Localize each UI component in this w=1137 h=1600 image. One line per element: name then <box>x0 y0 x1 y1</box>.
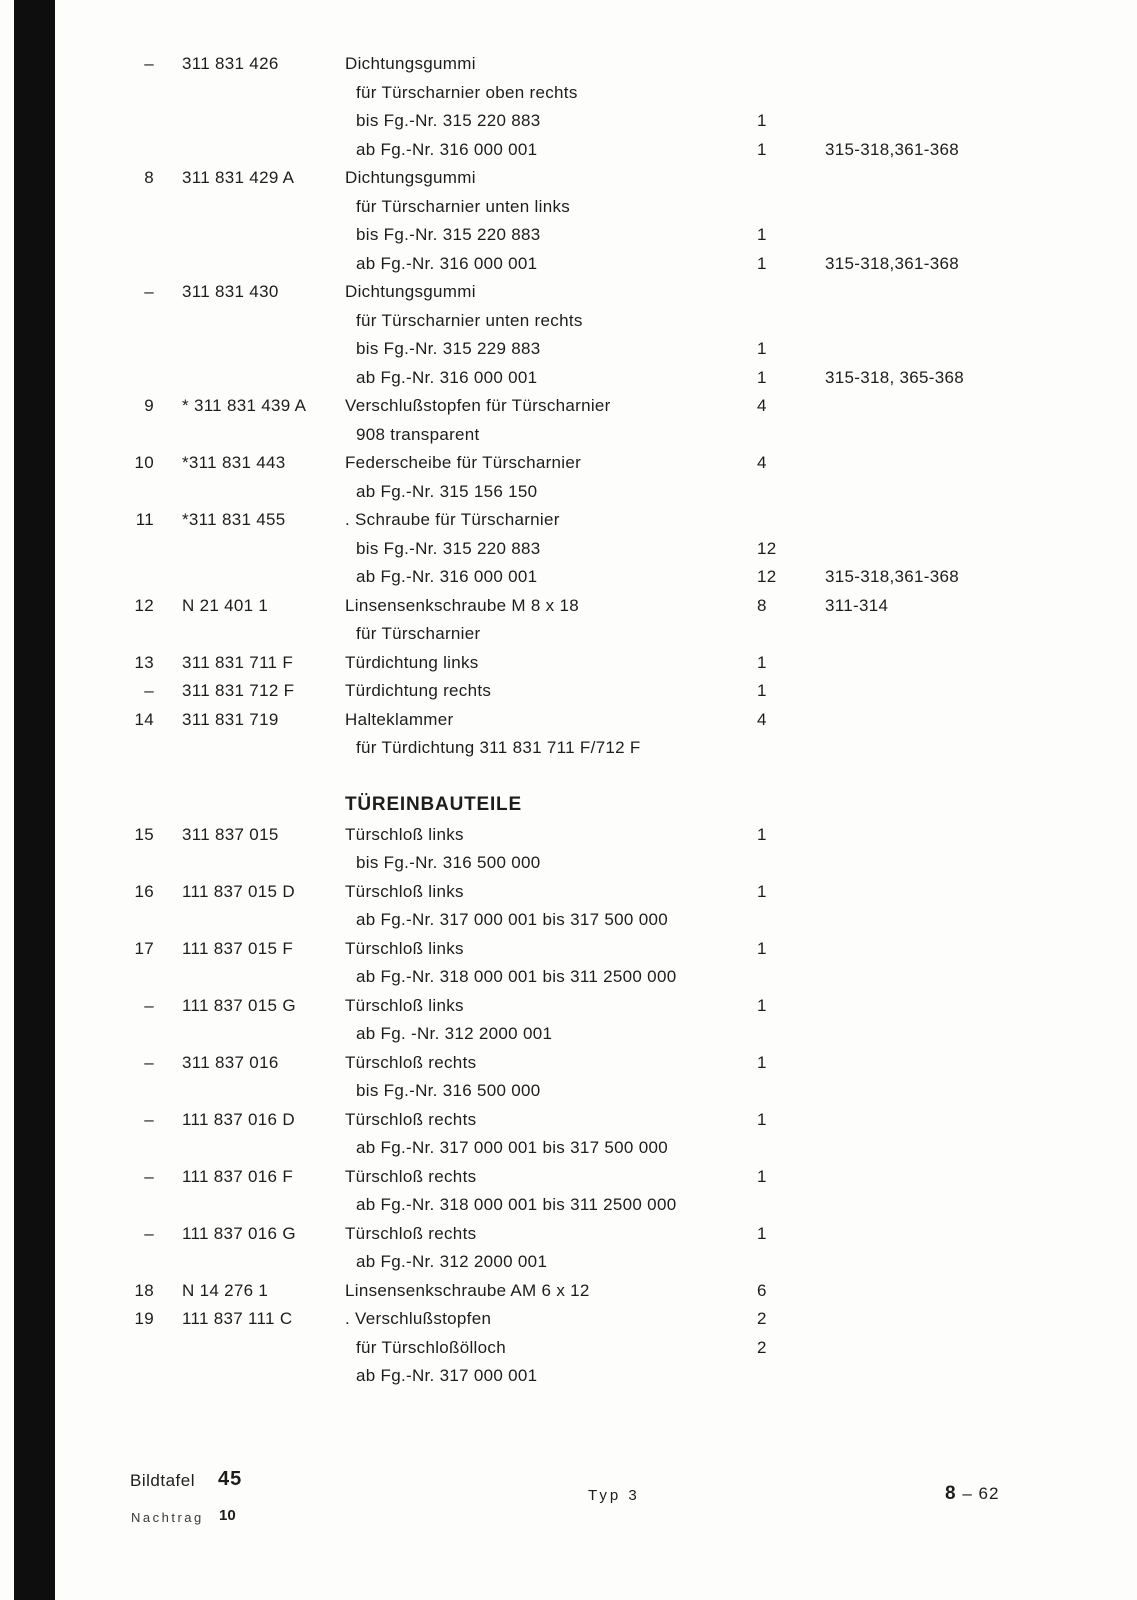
part-number-cell: 311 831 719 <box>182 709 279 729</box>
remark-cell <box>825 335 1097 364</box>
description-cell: Türschloß links <box>345 824 464 844</box>
description-cell: Dichtungsgummi <box>345 54 476 73</box>
table-row <box>118 906 1097 935</box>
table-row <box>118 1020 1097 1049</box>
description-cell: für Türscharnier unten rechts <box>356 310 583 330</box>
description-cell: ab Fg.-Nr. 316 000 001 <box>356 139 538 159</box>
position-cell <box>118 193 154 222</box>
quantity-cell: 2 <box>757 1337 767 1357</box>
table-row <box>118 1191 1097 1220</box>
page-number: 62 <box>978 1484 1000 1503</box>
table-row <box>118 649 1097 678</box>
description-cell: ab Fg.-Nr. 312 2000 001 <box>356 1252 548 1271</box>
quantity-cell <box>757 307 797 336</box>
part-number-cell <box>182 1248 317 1277</box>
description-cell: bis Fg.-Nr. 315 229 883 <box>356 339 541 358</box>
table-row <box>118 734 1097 763</box>
remark-cell <box>825 821 1097 850</box>
quantity-cell: 1 <box>757 1109 767 1129</box>
description-cell: für Türdichtung 311 831 711 F/712 F <box>356 738 641 757</box>
remark-cell <box>825 1077 1097 1106</box>
position-cell <box>118 1334 154 1363</box>
description-cell: bis Fg.-Nr. 315 220 883 <box>356 538 541 558</box>
table-row <box>118 107 1097 136</box>
table-row <box>118 677 1097 706</box>
part-number-cell <box>182 563 317 592</box>
remark-cell <box>825 307 1097 336</box>
description-cell: ab Fg.-Nr. 318 000 001 bis 311 2500 000 <box>356 1195 677 1214</box>
remark-cell <box>825 1362 1097 1391</box>
supplement-number: 10 <box>219 1507 236 1524</box>
position-cell: – <box>144 681 154 700</box>
quantity-cell: 1 <box>757 995 767 1015</box>
part-number-cell <box>182 136 317 165</box>
position-cell <box>118 620 154 649</box>
description-cell: ab Fg.-Nr. 316 000 001 <box>356 367 538 387</box>
description-cell: ab Fg.-Nr. 316 000 001 <box>356 253 538 273</box>
part-number-cell: 311 831 429 A <box>182 168 295 187</box>
table-row <box>118 392 1097 421</box>
table-row <box>118 1277 1097 1306</box>
quantity-cell <box>757 849 797 878</box>
quantity-cell: 4 <box>757 396 767 415</box>
position-cell <box>118 335 154 364</box>
remark-cell <box>825 421 1097 450</box>
description-cell: Türdichtung rechts <box>345 681 492 700</box>
description-cell: ab Fg.-Nr. 315 156 150 <box>356 481 538 501</box>
quantity-cell: 1 <box>757 824 767 844</box>
quantity-cell <box>757 421 797 450</box>
position-cell: 19 <box>134 1309 154 1328</box>
remark-cell <box>825 221 1097 250</box>
position-cell: 18 <box>134 1280 154 1300</box>
table-row <box>118 278 1097 307</box>
table-row <box>118 50 1097 79</box>
table-row <box>118 1334 1097 1363</box>
quantity-cell: 1 <box>757 111 767 130</box>
description-cell: ab Fg.-Nr. 317 000 001 <box>356 1366 538 1385</box>
description-cell: bis Fg.-Nr. 315 220 883 <box>356 111 541 130</box>
description-cell: Dichtungsgummi <box>345 282 476 301</box>
remark-cell <box>825 449 1097 478</box>
position-cell: – <box>144 282 154 301</box>
position-cell <box>118 421 154 450</box>
quantity-cell <box>757 1362 797 1391</box>
remark-cell: 315-318,361-368 <box>825 567 960 586</box>
part-number-cell: 111 837 015 F <box>182 938 294 958</box>
remark-cell <box>825 878 1097 907</box>
description-cell: . Verschlußstopfen <box>345 1309 492 1328</box>
table-row <box>118 421 1097 450</box>
quantity-cell: 1 <box>757 1052 767 1072</box>
row-spacer <box>118 763 1097 792</box>
part-number-cell <box>182 734 317 763</box>
quantity-cell: 1 <box>757 1166 767 1186</box>
part-number-cell: 111 837 015 D <box>182 881 295 901</box>
part-number-cell: N 14 276 1 <box>182 1280 269 1300</box>
quantity-cell: 12 <box>757 567 777 586</box>
table-row <box>118 1362 1097 1391</box>
plate-label: Bildtafel <box>130 1471 195 1490</box>
part-number-cell: N 21 401 1 <box>182 595 269 615</box>
scan-binding-bar <box>14 0 55 1600</box>
quantity-cell <box>757 906 797 935</box>
position-cell <box>118 734 154 763</box>
part-number-cell <box>182 250 317 279</box>
description-cell: für Türschloßölloch <box>356 1337 506 1357</box>
section-heading: TÜREINBAUTEILE <box>345 794 522 815</box>
quantity-cell: 4 <box>757 453 767 472</box>
remark-cell <box>825 677 1097 706</box>
part-number-cell <box>182 1020 317 1049</box>
position-cell: – <box>144 1109 154 1129</box>
description-cell: Türschloß rechts <box>345 1109 477 1129</box>
table-row <box>118 1049 1097 1078</box>
part-number-cell <box>182 221 317 250</box>
quantity-cell <box>757 278 797 307</box>
page-group: 8 <box>945 1483 957 1504</box>
table-row <box>118 992 1097 1021</box>
position-cell: 15 <box>134 824 154 844</box>
table-row <box>118 963 1097 992</box>
position-cell: 17 <box>134 938 154 958</box>
quantity-cell <box>757 506 797 535</box>
remark-cell <box>825 193 1097 222</box>
quantity-cell <box>757 50 797 79</box>
quantity-cell <box>757 79 797 108</box>
remark-cell <box>825 1220 1097 1249</box>
position-cell <box>118 1134 154 1163</box>
description-cell: bis Fg.-Nr. 315 220 883 <box>356 225 541 244</box>
position-cell: 14 <box>134 709 154 729</box>
type-label: Typ 3 <box>588 1487 640 1504</box>
remark-cell <box>825 620 1097 649</box>
part-number-cell: *311 831 443 <box>182 453 286 472</box>
position-cell <box>118 849 154 878</box>
remark-cell <box>825 79 1097 108</box>
position-cell <box>118 79 154 108</box>
part-number-cell: 311 837 016 <box>182 1052 279 1072</box>
part-number-cell <box>182 364 317 393</box>
quantity-cell: 12 <box>757 538 777 558</box>
position-cell <box>118 221 154 250</box>
remark-cell <box>825 1134 1097 1163</box>
part-number-cell: 111 837 111 C <box>182 1309 293 1328</box>
description-cell: Halteklammer <box>345 709 454 729</box>
description-cell: ab Fg.-Nr. 316 000 001 <box>356 567 538 586</box>
remark-cell <box>825 649 1097 678</box>
description-cell: für Türscharnier unten links <box>356 196 571 216</box>
part-number-cell <box>182 535 317 564</box>
description-cell: Türschloß rechts <box>345 1166 477 1186</box>
position-cell <box>118 563 154 592</box>
remark-cell <box>825 1020 1097 1049</box>
quantity-cell <box>757 1134 797 1163</box>
quantity-cell: 1 <box>757 367 767 387</box>
table-row <box>118 193 1097 222</box>
position-cell <box>118 1020 154 1049</box>
table-row <box>118 136 1097 165</box>
remark-cell <box>825 107 1097 136</box>
part-number-cell <box>182 193 317 222</box>
quantity-cell: 1 <box>757 253 767 273</box>
description-cell: bis Fg.-Nr. 316 500 000 <box>356 853 541 872</box>
position-cell: – <box>144 1052 154 1072</box>
position-cell <box>118 1362 154 1391</box>
description-cell: Türschloß rechts <box>345 1223 477 1243</box>
position-cell <box>118 1191 154 1220</box>
table-row <box>118 620 1097 649</box>
part-number-cell <box>182 1191 317 1220</box>
remark-cell <box>825 706 1097 735</box>
part-number-cell <box>182 79 317 108</box>
part-number-cell <box>182 1134 317 1163</box>
supplement-label: Nachtrag <box>131 1510 204 1525</box>
description-cell: ab Fg.-Nr. 317 000 001 bis 317 500 000 <box>356 910 668 929</box>
table-row <box>118 535 1097 564</box>
part-number-cell <box>182 906 317 935</box>
description-cell: Linsensenkschraube M 8 x 18 <box>345 595 579 615</box>
table-row <box>118 878 1097 907</box>
position-cell <box>118 307 154 336</box>
remark-cell: 315-318, 365-368 <box>825 367 965 387</box>
part-number-cell: * 311 831 439 A <box>182 396 307 415</box>
part-number-cell <box>182 1362 317 1391</box>
description-cell: 908 transparent <box>356 424 480 444</box>
remark-cell <box>825 1191 1097 1220</box>
quantity-cell <box>757 193 797 222</box>
remark-cell <box>825 1334 1097 1363</box>
table-row <box>118 563 1097 592</box>
remark-cell <box>825 963 1097 992</box>
description-cell: Türschloß links <box>345 995 464 1015</box>
table-row <box>118 164 1097 193</box>
position-cell <box>118 906 154 935</box>
description-cell: für Türscharnier oben rechts <box>356 82 578 102</box>
table-row <box>118 1134 1097 1163</box>
table-row <box>118 250 1097 279</box>
quantity-cell <box>757 478 797 507</box>
position-cell <box>118 1077 154 1106</box>
table-row <box>118 1106 1097 1135</box>
quantity-cell: 1 <box>757 225 767 244</box>
quantity-cell <box>757 734 797 763</box>
quantity-cell: 1 <box>757 339 767 358</box>
table-row <box>118 706 1097 735</box>
remark-cell <box>825 1277 1097 1306</box>
table-row <box>118 1220 1097 1249</box>
remark-cell: 315-318,361-368 <box>825 253 960 273</box>
table-row <box>118 221 1097 250</box>
description-cell: Türschloß links <box>345 881 464 901</box>
part-number-cell: 111 837 016 D <box>182 1109 295 1129</box>
remark-cell: 315-318,361-368 <box>825 139 960 159</box>
part-number-cell: 311 837 015 <box>182 824 279 844</box>
table-row <box>118 1163 1097 1192</box>
quantity-cell: 8 <box>757 595 767 615</box>
remark-cell <box>825 1049 1097 1078</box>
position-cell: 8 <box>144 168 154 187</box>
position-cell: – <box>144 1223 154 1243</box>
quantity-cell: 1 <box>757 652 767 672</box>
remark-cell: 311-314 <box>825 595 889 615</box>
part-number-cell <box>182 1334 317 1363</box>
table-row <box>118 935 1097 964</box>
remark-cell <box>825 278 1097 307</box>
table-row <box>118 1077 1097 1106</box>
remark-cell <box>825 734 1097 763</box>
position-cell: – <box>144 1166 154 1186</box>
description-cell: ab Fg. -Nr. 312 2000 001 <box>356 1024 553 1043</box>
page-sep: – <box>962 1484 973 1503</box>
quantity-cell <box>757 1191 797 1220</box>
position-cell <box>118 250 154 279</box>
part-number-cell <box>182 620 317 649</box>
remark-cell <box>825 164 1097 193</box>
table-row <box>118 592 1097 621</box>
table-row <box>118 849 1097 878</box>
quantity-cell: 1 <box>757 881 767 901</box>
position-cell: 9 <box>144 396 154 415</box>
remark-cell <box>825 906 1097 935</box>
description-cell: Verschlußstopfen für Türscharnier <box>345 396 611 415</box>
description-cell: Linsensenkschraube AM 6 x 12 <box>345 1280 590 1300</box>
remark-cell <box>825 1106 1097 1135</box>
part-number-cell <box>182 107 317 136</box>
part-number-cell: 311 831 711 F <box>182 652 294 672</box>
part-number-cell <box>182 478 317 507</box>
description-cell: Türdichtung links <box>345 652 479 672</box>
remark-cell <box>825 1305 1097 1334</box>
position-cell <box>118 107 154 136</box>
remark-cell <box>825 1163 1097 1192</box>
position-cell: 10 <box>134 453 154 472</box>
part-number-cell <box>182 849 317 878</box>
part-number-cell: 311 831 426 <box>182 54 279 73</box>
quantity-cell <box>757 164 797 193</box>
quantity-cell: 6 <box>757 1280 767 1300</box>
table-row <box>118 335 1097 364</box>
position-cell <box>118 136 154 165</box>
table-row <box>118 364 1097 393</box>
position-cell: 11 <box>135 510 154 529</box>
quantity-cell: 1 <box>757 139 767 159</box>
section-row <box>118 791 1097 821</box>
description-cell: Federscheibe für Türscharnier <box>345 453 582 472</box>
position-cell <box>118 364 154 393</box>
quantity-cell: 1 <box>757 938 767 958</box>
part-number-cell: 311 831 430 <box>182 282 279 301</box>
position-cell: – <box>144 54 154 73</box>
position-cell <box>118 963 154 992</box>
table-row <box>118 821 1097 850</box>
remark-cell <box>825 478 1097 507</box>
parts-table <box>118 50 1097 1391</box>
position-cell: 16 <box>134 881 154 901</box>
part-number-cell: *311 831 455 <box>182 510 286 529</box>
description-cell: . Schraube für Türscharnier <box>345 510 560 529</box>
description-cell: Türschloß rechts <box>345 1052 477 1072</box>
part-number-cell <box>182 1077 317 1106</box>
description-cell: Türschloß links <box>345 938 464 958</box>
description-cell: ab Fg.-Nr. 318 000 001 bis 311 2500 000 <box>356 967 677 986</box>
position-cell: – <box>144 995 154 1015</box>
table-row <box>118 307 1097 336</box>
description-cell: bis Fg.-Nr. 316 500 000 <box>356 1081 541 1100</box>
part-number-cell <box>182 421 317 450</box>
description-cell: ab Fg.-Nr. 317 000 001 bis 317 500 000 <box>356 1138 668 1157</box>
quantity-cell: 4 <box>757 709 767 729</box>
quantity-cell: 2 <box>757 1309 767 1328</box>
part-number-cell: 311 831 712 F <box>182 681 295 700</box>
quantity-cell: 1 <box>757 681 767 700</box>
position-cell <box>118 535 154 564</box>
part-number-cell: 111 837 016 F <box>182 1166 294 1186</box>
quantity-cell <box>757 1077 797 1106</box>
position-cell <box>118 1248 154 1277</box>
table-row <box>118 1305 1097 1334</box>
remark-cell <box>825 392 1097 421</box>
description-cell: Dichtungsgummi <box>345 168 476 187</box>
position-cell: 13 <box>134 652 154 672</box>
part-number-cell: 111 837 015 G <box>182 995 296 1015</box>
page-ref <box>945 1483 999 1505</box>
remark-cell <box>825 506 1097 535</box>
table-row <box>118 449 1097 478</box>
table-row <box>118 1248 1097 1277</box>
description-cell: für Türscharnier <box>356 624 481 643</box>
table-row <box>118 79 1097 108</box>
remark-cell <box>825 935 1097 964</box>
part-number-cell <box>182 335 317 364</box>
remark-cell <box>825 50 1097 79</box>
remark-cell <box>825 849 1097 878</box>
part-number-cell <box>182 307 317 336</box>
part-number-cell <box>182 963 317 992</box>
quantity-cell <box>757 963 797 992</box>
remark-cell <box>825 992 1097 1021</box>
position-cell <box>118 478 154 507</box>
table-row <box>118 478 1097 507</box>
plate-number: 45 <box>218 1468 243 1490</box>
table-row <box>118 506 1097 535</box>
quantity-cell <box>757 620 797 649</box>
quantity-cell <box>757 1248 797 1277</box>
quantity-cell <box>757 1020 797 1049</box>
remark-cell <box>825 535 1097 564</box>
remark-cell <box>825 1248 1097 1277</box>
quantity-cell: 1 <box>757 1223 767 1243</box>
position-cell: 12 <box>134 595 154 615</box>
part-number-cell: 111 837 016 G <box>182 1223 296 1243</box>
